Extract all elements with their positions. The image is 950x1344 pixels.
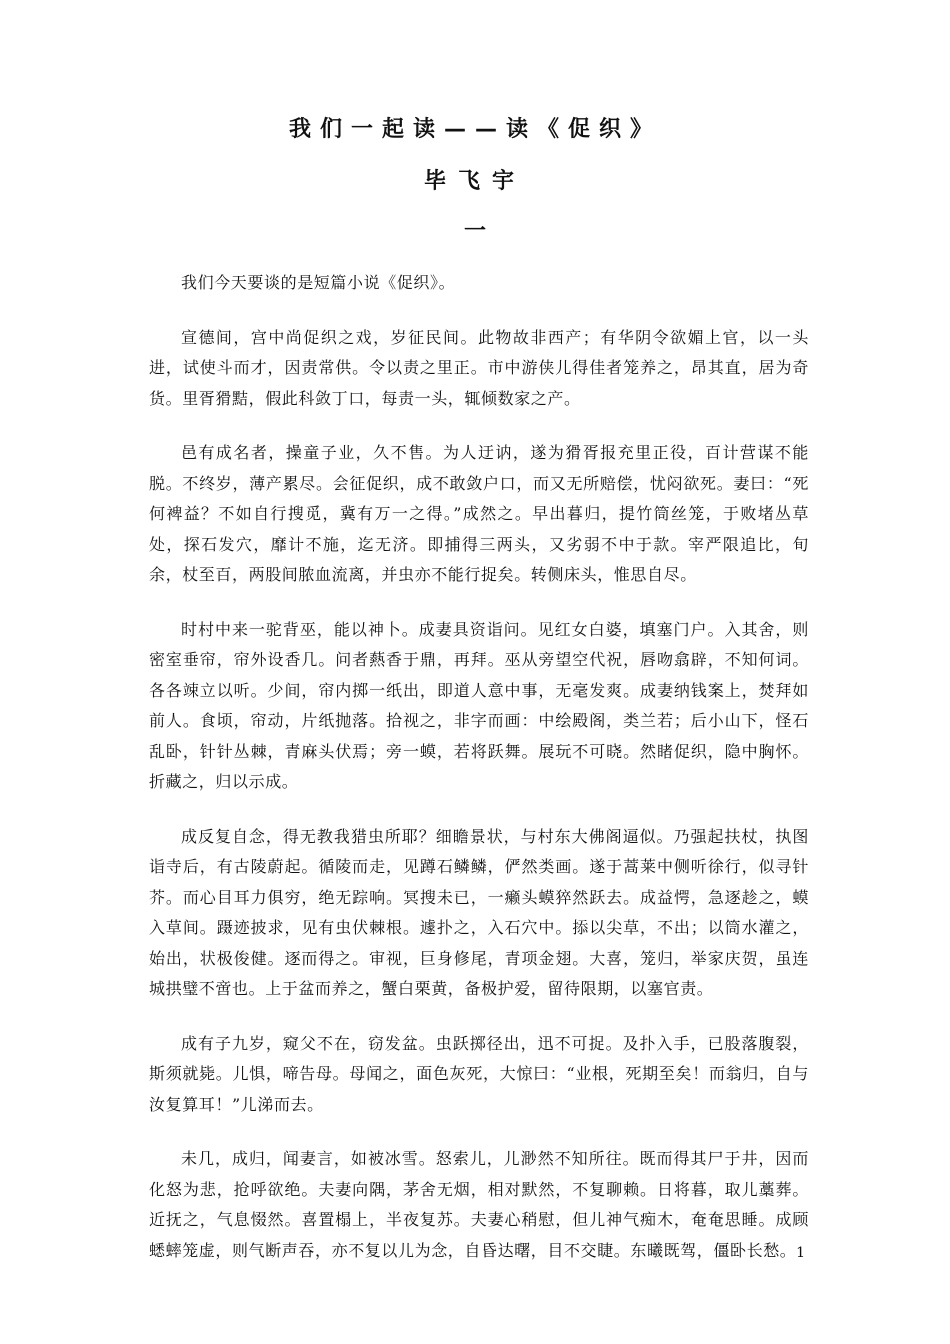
paragraph: 成有子九岁，窥父不在，窃发盆。虫跃掷径出，迅不可捉。及扑入手，已股落腹裂，斯须就毙。儿惧，啼告母。母闻之，面色灰死，大惊曰：“业根，死期至矣！而翁归，自与汝复算耳！”儿涕而去。	[149, 1033, 809, 1114]
page-title: 我们一起读——读《促织》	[288, 117, 661, 142]
paragraph: 时村中来一驼背巫，能以神卜。成妻具资诣问。见红女白婆，填塞门户。入其舍，则密室垂帘，帘外设香几。问者爇香于鼎，再拜。巫从旁望空代祝，唇吻翕辟，不知何词。各各竦立以听。少间，帘内掷一纸出，即道人意中事，无毫发爽。成妻纳钱案上，焚拜如前人。食顷，帘动，片纸抛落。拾视之，非字而画：中绘殿阁，类兰若；后小山下，怪石乱卧，针针丛棘，青麻头伏焉；旁一蟆，若将跃舞。展玩不可晓。然睹促织，隐中胸怀。折藏之，归以示成。	[149, 619, 809, 791]
paragraph: 宣德间，宫中尚促织之戏，岁征民间。此物故非西产；有华阴令欲媚上官，以一头进，试使斗而才，因责常供。令以责之里正。市中游侠儿得佳者笼养之，昂其直，居为奇货。里胥猾黠，假此科敛丁口，每责一头，辄倾数家之产。	[149, 327, 809, 408]
section-number: 一	[463, 219, 486, 244]
paragraph: 成反复自念，得无教我猎虫所耶？细瞻景状，与村东大佛阁逼似。乃强起扶杖，执图诣寺后，有古陵蔚起。循陵而走，见蹲石鳞鳞，俨然类画。遂于蒿莱中侧听徐行，似寻针芥。而心目耳力俱穷，绝无踪响。冥搜未已，一癞头蟆猝然跃去。成益愕，急逐趁之，蟆入草间。蹑迹披求，见有虫伏棘根。遽扑之，入石穴中。掭以尖草，不出；以筒水灌之，始出，状极俊健。逐而得之。审视，巨身修尾，青项金翅。大喜，笼归，举家庆贺，虽连城拱璧不啻也。上于盆而养之，蟹白栗黄，备极护爱，留待限期，以塞官责。	[149, 826, 809, 998]
paragraph: 邑有成名者，操童子业，久不售。为人迂讷，遂为猾胥报充里正役，百计营谋不能脱。不终岁，薄产累尽。会征促织，成不敢敛户口，而又无所赔偿，忧闷欲死。妻曰：“死何裨益？不如自行搜觅，冀有万一之得。”成然之。早出暮归，提竹筒丝笼，于败堵丛草处，探石发穴，靡计不施，迄无济。即捕得三两头，又劣弱不中于款。宰严限追比，旬余，杖至百，两股间脓血流离，并虫亦不能行捉矣。转侧床头，惟思自尽。	[149, 443, 809, 584]
author-name: 毕飞宇	[423, 169, 526, 194]
page-number: 1	[796, 1245, 805, 1261]
paragraph-intro: 我们今天要谈的是短篇小说《促织》。	[181, 273, 456, 292]
paragraph: 未几，成归，闻妻言，如被冰雪。怒索儿，儿渺然不知所往。既而得其尸于井，因而化怒为悲，抢呼欲绝。夫妻向隅，茅舍无烟，相对默然，不复聊赖。日将暮，取儿藁葬。近抚之，气息惙然。喜置榻上，半夜复苏。夫妻心稍慰，但儿神气痴木，奄奄思睡。成顾蟋蟀笼虚，则气断声吞，亦不复以儿为念，自昏达曙，目不交睫。东曦既驾，僵卧长愁。	[149, 1149, 809, 1260]
body-text	[149, 268, 809, 1290]
